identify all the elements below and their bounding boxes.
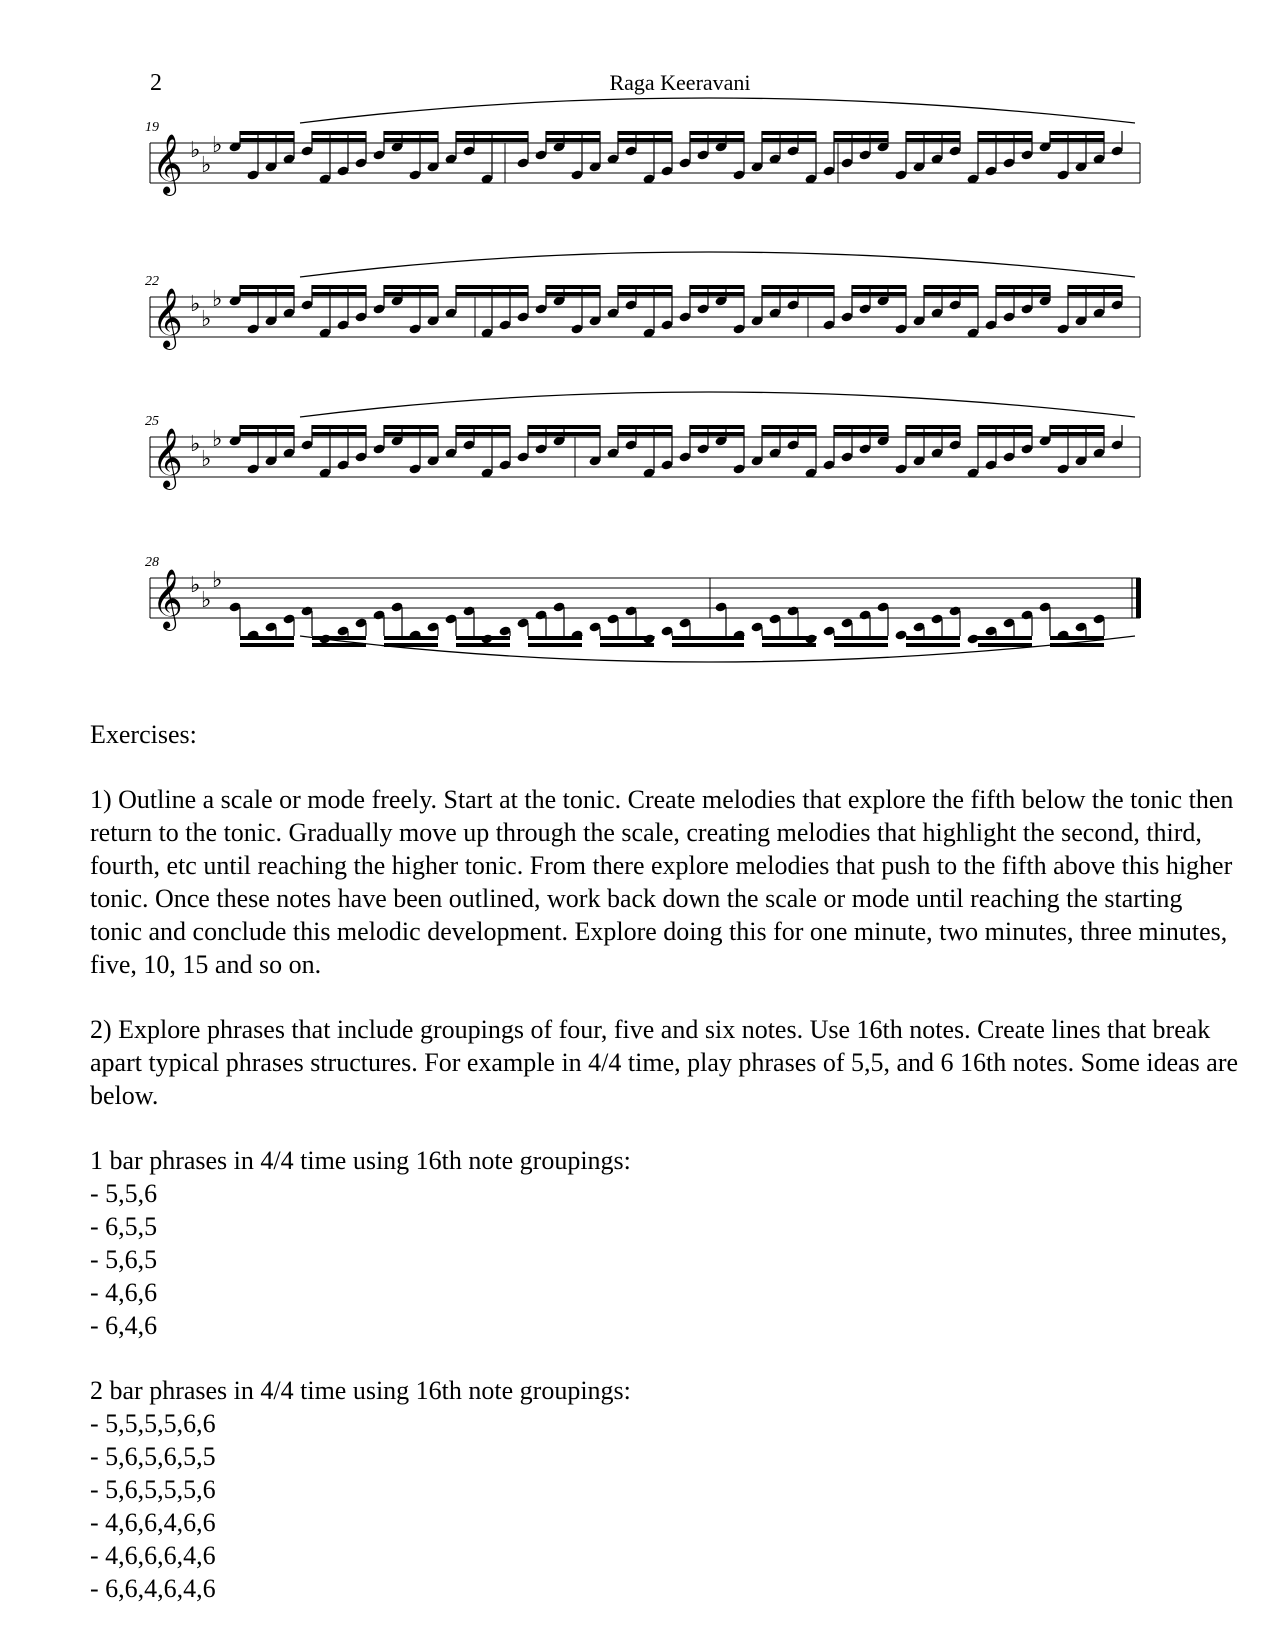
exercises-section [90, 718, 1240, 1637]
exercise-2-text: 2) Explore phrases that include groupings of four, five and six notes. Use 16th notes. Create lines that break apart typical phrases structures. For example in 4/4 time, play phrases of 5,5, and 6 16th notes. Some ideas are below. [90, 1015, 1239, 1110]
flat-icon: ♭ [201, 307, 212, 332]
flat-icon: ♭ [190, 138, 201, 163]
one-bar-phrases-list [90, 1177, 1240, 1342]
measure-number: 19 [145, 120, 159, 135]
treble-clef-icon: 𝄞 [152, 428, 183, 488]
list-item: - 5,5,5,5,6,6 [90, 1409, 216, 1438]
list-item: - 4,6,6,6,4,6 [90, 1541, 216, 1570]
list-item: - 5,6,5 [90, 1245, 158, 1274]
staff-system [145, 392, 1140, 490]
exercise-1-text: 1) Outline a scale or mode freely. Start at the tonic. Create melodies that explore the fifth below the tonic then return to the tonic. Gradually move up through the scale, creating melodies that highlight the second, third, fourth, etc until reaching the higher tonic. From there explore melodies that push to the fifth above this higher tonic. Once these notes have been outlined, work back down the scale or mode until reaching the starting tonic and conclude this melodic development. Explore doing this for one minute, two minutes, three minutes, five, 10, 15 and so on. [90, 785, 1234, 979]
treble-clef-icon: 𝄞 [152, 569, 183, 629]
treble-clef-icon: 𝄞 [152, 134, 183, 194]
list-item: - 4,6,6 [90, 1278, 158, 1307]
page-title: Raga Keeravani [609, 70, 751, 95]
staff-system [145, 555, 1141, 662]
list-item: - 6,5,5 [90, 1212, 158, 1241]
staff-system [145, 252, 1140, 350]
list-item: - 5,5,6 [90, 1179, 158, 1208]
measure-number: 22 [145, 274, 159, 289]
flat-icon: ♭ [212, 133, 223, 158]
list-item: - 5,6,5,5,5,6 [90, 1475, 216, 1504]
one-bar-phrases-heading: 1 bar phrases in 4/4 time using 16th note groupings: [90, 1146, 631, 1175]
flat-icon: ♭ [201, 588, 212, 613]
page-number: 2 [150, 70, 162, 96]
flat-icon: ♭ [190, 573, 201, 598]
treble-clef-icon: 𝄞 [152, 288, 183, 348]
measure-number: 28 [145, 555, 159, 570]
staff-system [145, 98, 1140, 196]
flat-icon: ♭ [190, 432, 201, 457]
two-bar-phrases-heading: 2 bar phrases in 4/4 time using 16th note groupings: [90, 1376, 631, 1405]
list-item: - 6,6,4,6,4,6 [90, 1574, 216, 1603]
list-item: - 4,6,6,4,6,6 [90, 1508, 216, 1537]
flat-icon: ♭ [201, 447, 212, 472]
flat-icon: ♭ [212, 568, 223, 593]
two-bar-phrases-list [90, 1407, 1240, 1605]
list-item: - 5,6,5,6,5,5 [90, 1442, 216, 1471]
flat-icon: ♭ [190, 292, 201, 317]
flat-icon: ♭ [201, 153, 212, 178]
sheet-music [0, 0, 1275, 700]
measure-number: 25 [145, 414, 159, 429]
flat-icon: ♭ [212, 287, 223, 312]
flat-icon: ♭ [212, 427, 223, 452]
list-item: - 6,4,6 [90, 1311, 158, 1340]
exercises-heading: Exercises: [90, 720, 197, 749]
